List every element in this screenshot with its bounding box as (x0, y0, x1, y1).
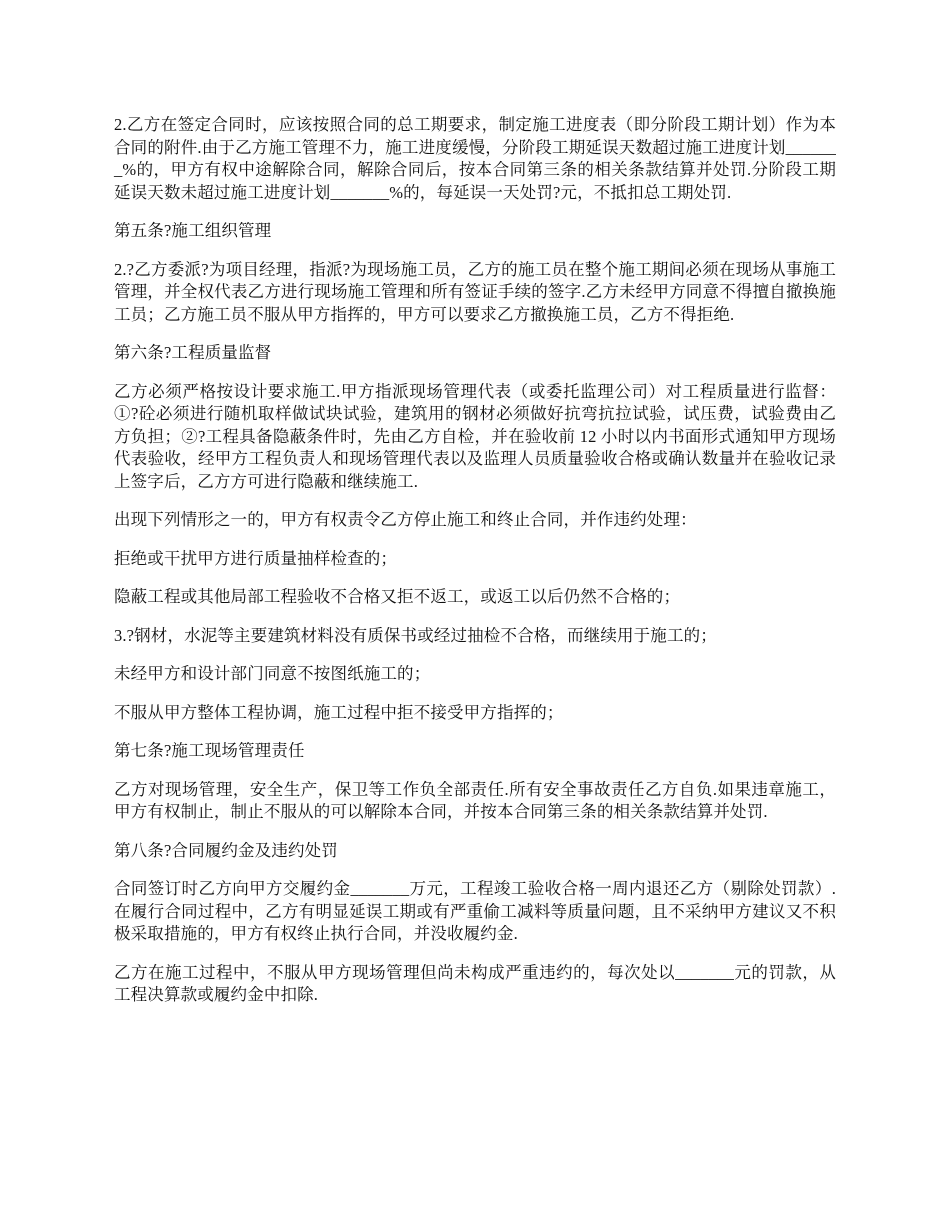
paragraph-penalty: 乙方在施工过程中，不服从甲方现场管理但尚未构成严重违约的，每次处以_______元的罚款，从工程决算款或履约金中扣除. (114, 962, 836, 1004)
paragraph-performance-bond: 合同签订时乙方向甲方交履约金_______万元，工程竣工验收合格一周内退还乙方（剔除处罚款）.在履行合同过程中，乙方有明显延误工期或有严重偷工减料等质量问题，且不采纳甲方建议又不积极采取措施的，甲方有权终止执行合同，并没收履约金. (114, 879, 836, 943)
list-item-failed-acceptance: 隐蔽工程或其他局部工程验收不合格又拒不返工，或返工以后仍然不合格的； (114, 587, 681, 606)
paragraph-quality-supervision: 乙方必须严格按设计要求施工.甲方指派现场管理代表（或委托监理公司）对工程质量进行监督：①?砼必须进行随机取样做试块试验，建筑用的钢材必须做好抗弯抗拉试验，试压费，试验费由乙方负担；②?工程具备隐蔽条件时，先由乙方自检，并在验收前 12 小时以内书面形式通知甲方现场代表验收，经甲方工程负责人和现场管理代表以及监理人员质量验收合格或确认数量并在验收记录上签字后，乙方方可进行隐蔽和继续施工. (114, 381, 836, 491)
paragraph-site-management: 乙方对现场管理，安全生产，保卫等工作负全部责任.所有安全事故责任乙方自负.如果违章施工，甲方有权制止，制止不服从的可以解除本合同，并按本合同第三条的相关条款结算并处罚. (114, 779, 836, 821)
list-item-refuse-inspection: 拒绝或干扰甲方进行质量抽样检查的； (114, 548, 398, 568)
heading-article-8: 第八条?合同履约金及违约处罚 (114, 840, 338, 860)
paragraph-project-manager: 2.?乙方委派?为项目经理，指派?为现场施工员，乙方的施工员在整个施工期间必须在现场从事施工管理，并全权代表乙方进行现场施工管理和所有签证手续的签字.乙方未经甲方同意不得擅自撤换施工员；乙方施工员不服从甲方指挥的，甲方可以要求乙方撤换施工员，乙方不得拒绝. (114, 259, 836, 324)
list-item-coordination: 不服从甲方整体工程协调，施工过程中拒不接受甲方指挥的； (114, 702, 564, 722)
paragraph-schedule-clause: 2.乙方在签定合同时，应该按照合同的总工期要求，制定施工进度表（即分阶段工期计划）作为本合同的附件.由于乙方施工管理不力，施工进度缓慢，分阶段工期延误天数超过施工进度计划_______%的，甲方有权中途解除合同，解除合同后，按本合同第三条的相关条款结算并处罚.分阶段工期延误天数未超过施工进度计划_______%的，每延误一天处罚?元，不抵扣总工期处罚. (114, 115, 836, 202)
list-item-drawings: 未经甲方和设计部门同意不按图纸施工的； (114, 664, 431, 683)
heading-article-6: 第六条?工程质量监督 (114, 343, 272, 362)
list-item-materials: 3.?钢材，水泥等主要建筑材料没有质保书或经过抽检不合格，而继续用于施工的； (114, 625, 717, 645)
heading-article-5: 第五条?施工组织管理 (114, 221, 272, 240)
paragraph-termination-conditions: 出现下列情形之一的，甲方有权责令乙方停止施工和终止合同，并作违约处理： (114, 510, 697, 529)
heading-article-7: 第七条?施工现场管理责任 (114, 741, 305, 760)
